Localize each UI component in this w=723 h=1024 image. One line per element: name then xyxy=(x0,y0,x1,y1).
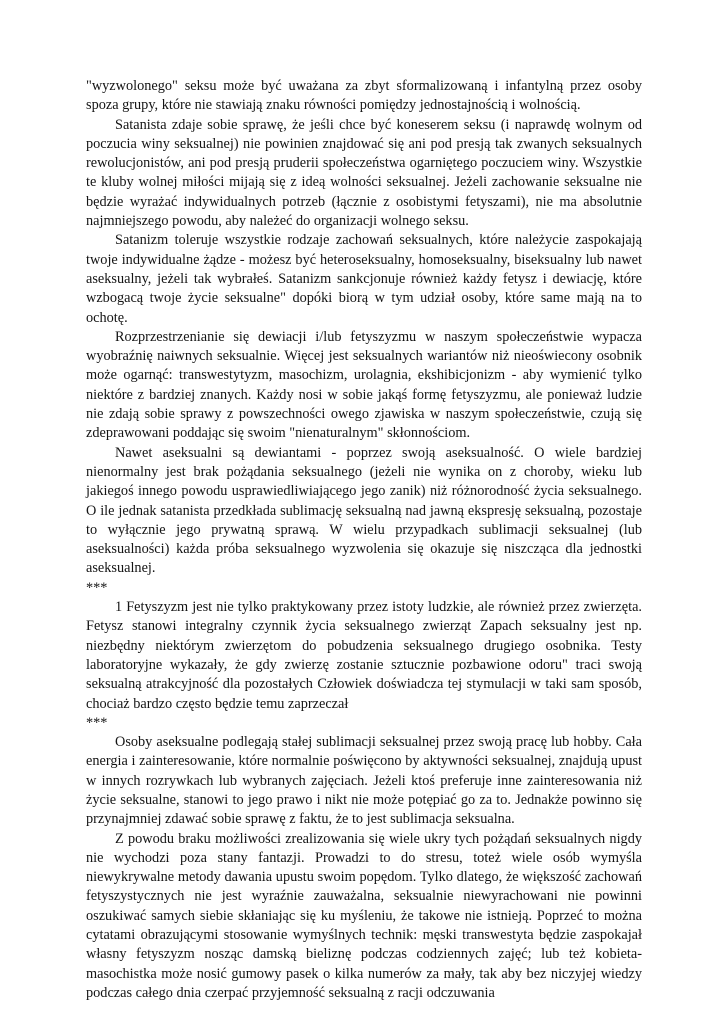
paragraph: Satanista zdaje sobie sprawę, że jeśli chce być koneserem seksu (i naprawdę wolnym od poczucia winy seksualnej) nie powinien znajdować się ani pod presją tak zwanych seksualnych rewolucjonistów, ani pod presją pruderii społeczeństwa ogarniętego poczuciem winy. Wszystkie te kluby wolnej miłości mijają się z ideą wolności seksualnej. Jeżeli zachowanie seksualne nie będzie wyrażać indywidualnych potrzeb (łącznie z osobistymi fetyszami), nie ma absolutnie najmniejszego powodu, aby należeć do organizacji wolnego seksu. xyxy=(86,116,642,230)
paragraph: Osoby aseksualne podlegają stałej sublimacji seksualnej przez swoją pracę lub hobby. Cała energia i zainteresowanie, które normalnie poświęcono by aktywności seksualnej, znajdują upust w innych rozrywkach lub wybranych zajęciach. Jeżeli ktoś preferuje inne zainteresowania niż życie seksualne, stanowi to jego prawo i nikt nie może potępiać go za to. Jednakże powinno się przynajmniej zdawać sobie sprawę z faktu, że to jest sublimacja seksualna. xyxy=(86,734,642,828)
paragraph: Rozprzestrzenianie się dewiacji i/lub fetyszyzmu w naszym społeczeństwie wypacza wyobraźnię naiwnych seksualnie. Więcej jest seksualnych wariantów niż nieoświecony osobnik może ogarnąć: transwestytyzm, masochizm, urolagnia, ekshibicjonizm - aby wymienić tylko niektóre z bardziej znanych. Każdy nosi w sobie jakąś formę fetyszyzmu, ale ponieważ ludzie nie zdają sobie sprawy z powszechności owego zjawiska w naszym społeczeństwie, czują się zdeprawowani poddając się swoim "nienaturalnym" skłonnościom. xyxy=(86,328,642,442)
paragraph: Z powodu braku możliwości zrealizowania się wiele ukry tych pożądań seksualnych nigdy nie wychodzi poza stany fantazji. Prowadzi to do stresu, toteż wiele osób wymyśla niewykrywalne metody dawania upustu swoim popędom. Tylko dlatego, że większość zachowań fetyszystycznych nie jest wyraźnie zauważalna, seksualnie niewyrachowani nie powinni oszukiwać samych siebie skłaniając się ku myśleniu, że takowe nie istnieją. Poprzeć to można cytatami obrazującymi stosowanie wymyślnych technik: męski transwestyta będzie zaspokajał własny fetyszyzm nosząc damską bieliznę podczas codziennych zajęć; lub też kobieta-masochistka może nosić gumowy pasek o kilka numerów za mały, tak aby bez niczyjej wiedzy podczas całego dnia czerpać przyjemność seksualną z racji odczuwania xyxy=(86,830,642,1001)
paragraph: "wyzwolonego" seksu może być uważana za zbyt sformalizowaną i infantylną przez osoby spoza grupy, które nie stawiają znaku równości pomiędzy jednostajnością i wolnością. xyxy=(86,78,642,114)
paragraph: Satanizm toleruje wszystkie rodzaje zachowań seksualnych, które należycie zaspokajają twoje indywidualne żądze - możesz być heteroseksualny, homoseksualny, biseksualny lub nawet aseksualny, jeżeli tak wybrałeś. Satanizm sankcjonuje również każdy fetysz i dewiację, które wzbogacą twoje życie seksualne" dopóki biorą w tym udział osoby, które same mają na to ochotę. xyxy=(86,232,642,326)
section-separator: *** xyxy=(86,579,108,596)
document-page xyxy=(86,77,642,1003)
footnote-paragraph: 1 Fetyszyzm jest nie tylko praktykowany przez istoty ludzkie, ale również przez zwierzęta. Fetysz stanowi integralny czynnik życia seksualnego zwierząt Zapach seksualny jest np. niezbędny niektórym zwierzętom do pobudzenia seksualnego drugiego osobnika. Testy laboratoryjne wykazały, że gdy zwierzę zostanie sztucznie pozbawione odoru" traci swoją seksualną atrakcyjność dla pozostałych Człowiek doświadcza tej stymulacji w taki sam sposób, chociaż bardzo często będzie temu zaprzeczał xyxy=(86,599,642,712)
paragraph: Nawet aseksualni są dewiantami - poprzez swoją aseksualność. O wiele bardziej nienormalny jest brak pożądania seksualnego (jeżeli nie wynika on z choroby, wieku lub jakiegoś innego powodu usprawiedliwiającego jego zanik) niż różnorodność życia seksualnego. O ile jednak satanista przedkłada sublimację seksualną nad jawną ekspresję seksualną, pozostaje to wyłącznie jego prywatną sprawą. W wielu przypadkach sublimacji seksualnej (lub aseksualności) każda próba seksualnego wyzwolenia się okazuje się niszcząca dla jednostki aseksualnej. xyxy=(86,444,642,577)
section-separator: *** xyxy=(86,714,108,731)
